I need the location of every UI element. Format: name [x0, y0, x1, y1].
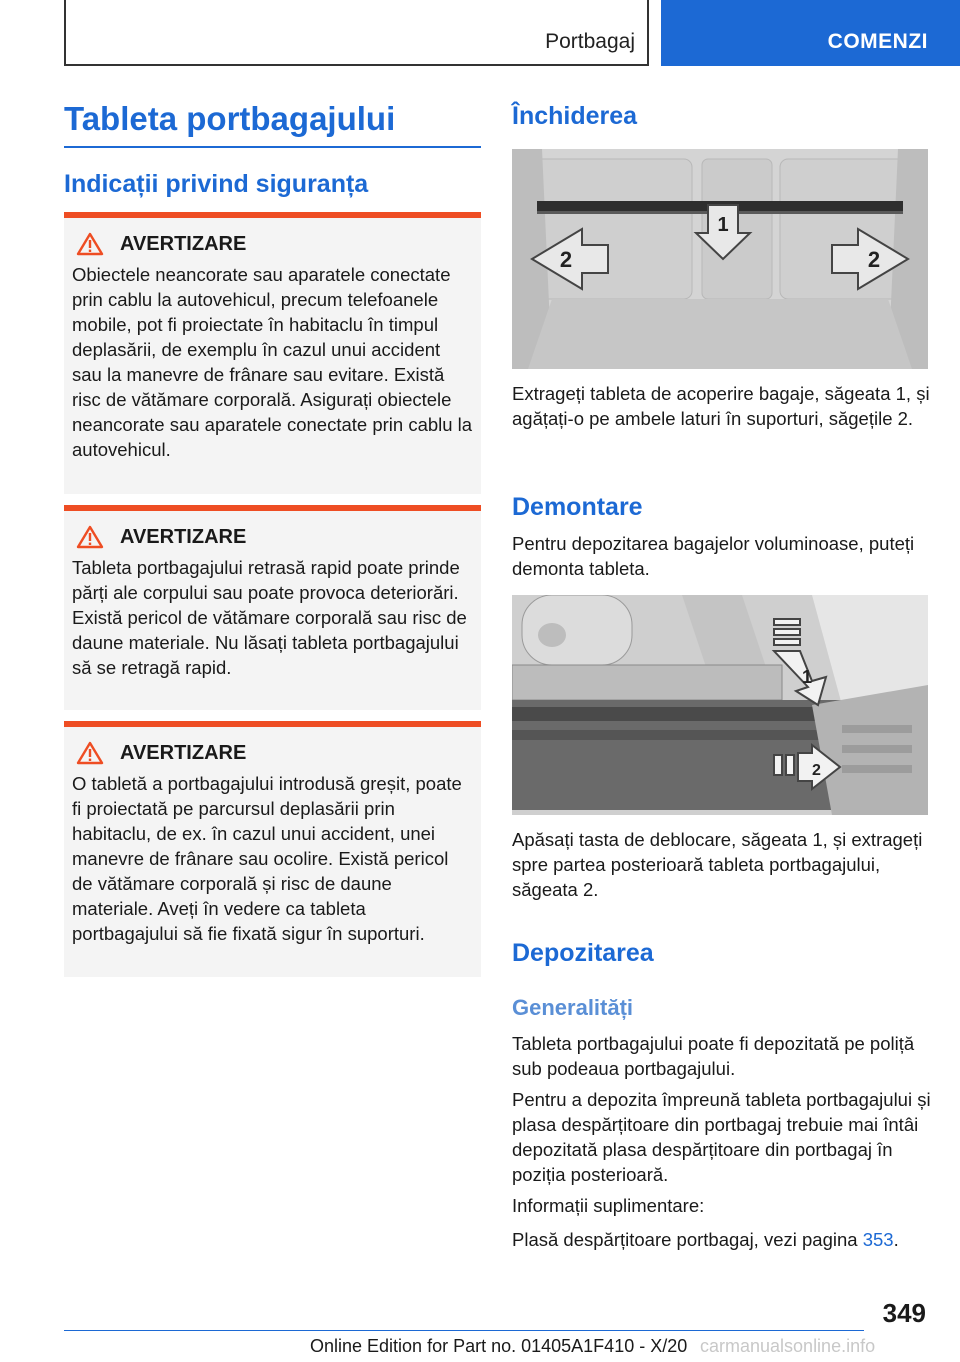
general-paragraph-1: Tableta portbagajului poate fi depozitată pe poliță sub podeaua portbagajului.: [512, 1033, 915, 1079]
arrow-2-right-label: 2: [867, 247, 881, 272]
general-heading: Generalități: [512, 995, 634, 1020]
arrow-1-label: 1: [717, 214, 729, 236]
cross-reference: [512, 1227, 932, 1252]
removal-intro: Pentru depozitarea bagajelor voluminoase, puteți demonta tableta.: [512, 533, 915, 579]
arrow-2-left-label: 2: [559, 247, 573, 272]
safety-subtitle: Indicații privind siguranța: [64, 170, 369, 198]
removal-heading: Demontare: [512, 493, 643, 521]
arrow-2-label: 2: [812, 762, 821, 779]
warning-title: AVERTIZARE: [120, 741, 247, 764]
warning-box-1: [64, 212, 481, 494]
title-divider: [64, 146, 481, 148]
page-number: 349: [882, 1298, 926, 1328]
warning-triangle-icon: [76, 741, 104, 765]
warning-triangle-icon: [76, 525, 104, 549]
cover-removal-illustration: [512, 595, 928, 815]
warning-text: Tableta portbagajului retrasă rapid poate prinde părți ale corpului sau poate provoca deteriorări. Există pericol de vătămare corporală sau risc de daune materiale. Nu lăsați tableta portbagajului să se retragă rapid.: [72, 557, 467, 678]
watermark: carmanualsonline.info: [700, 1336, 876, 1356]
arrow-1-label: 1: [802, 667, 813, 687]
edition-info: Online Edition for Part no. 01405A1F410 - X/20: [310, 1336, 688, 1356]
removal-steps: Apăsați tasta de deblocare, săgeata 1, și extrageți spre partea posterioară tableta portbagajului, săgeata 2.: [512, 829, 923, 900]
cargo-cover-removal-figure: [512, 595, 928, 815]
reference-text: Plasă despărțitoare portbagaj, vezi pagina: [512, 1229, 863, 1250]
page-link-353[interactable]: 353: [862, 1229, 894, 1250]
header-section-box: [64, 0, 649, 66]
warning-box-2: [64, 505, 481, 710]
reference-suffix: .: [893, 1229, 899, 1250]
warning-title: AVERTIZARE: [120, 232, 247, 255]
footer-divider: [64, 1330, 864, 1331]
page-title: Tableta portbagajului: [64, 100, 396, 137]
storage-heading: Depozitarea: [512, 939, 654, 967]
warning-triangle-icon: [76, 232, 104, 256]
trunk-interior-illustration: [512, 149, 928, 369]
additional-info-label: Informații suplimentare:: [512, 1195, 705, 1216]
header-section-label: Portbagaj: [545, 30, 635, 53]
warning-text: Obiectele neancorate sau aparatele conectate prin cablu la autovehicul, precum telefoanele mobile, pot fi proiectate în habitaclu în timpul deplasării, de exemplu în cazul unui accident sau la manevre de frânare sau evitare. Există risc de vătămare corporală. Asigurați obiectele neancorate sau aparatele conectate prin cablu la autovehicul.: [72, 264, 473, 460]
header-tab-comenzi[interactable]: [661, 0, 960, 66]
warning-text: O tabletă a portbagajului introdusă greșit, poate fi proiectată pe parcursul deplasării prin habitaclu, de ex. în cazul unui accident, unei manevre de frânare sau ocolire. Există pericol de vătămare corporală și risc de daune materiale. Aveți în vedere ca tableta portbagajului să fie fixată sigur în suporturi.: [72, 773, 462, 944]
warning-title: AVERTIZARE: [120, 525, 247, 548]
cargo-cover-closing-figure: [512, 149, 928, 369]
closing-instructions: Extrageți tableta de acoperire bagaje, săgeata 1, și agățați-o pe ambele laturi în suporturi, săgețile 2.: [512, 383, 930, 429]
header-tab-label: COMENZI: [827, 30, 928, 53]
warning-box-3: [64, 721, 481, 977]
closing-heading: Închiderea: [512, 102, 638, 130]
general-paragraph-2: Pentru a depozita împreună tableta portbagajului și plasa despărțitoare din portbagaj trebuie mai întâi depozitată plasa despărțitoare din portbagaj în poziția posterioară.: [512, 1089, 931, 1185]
